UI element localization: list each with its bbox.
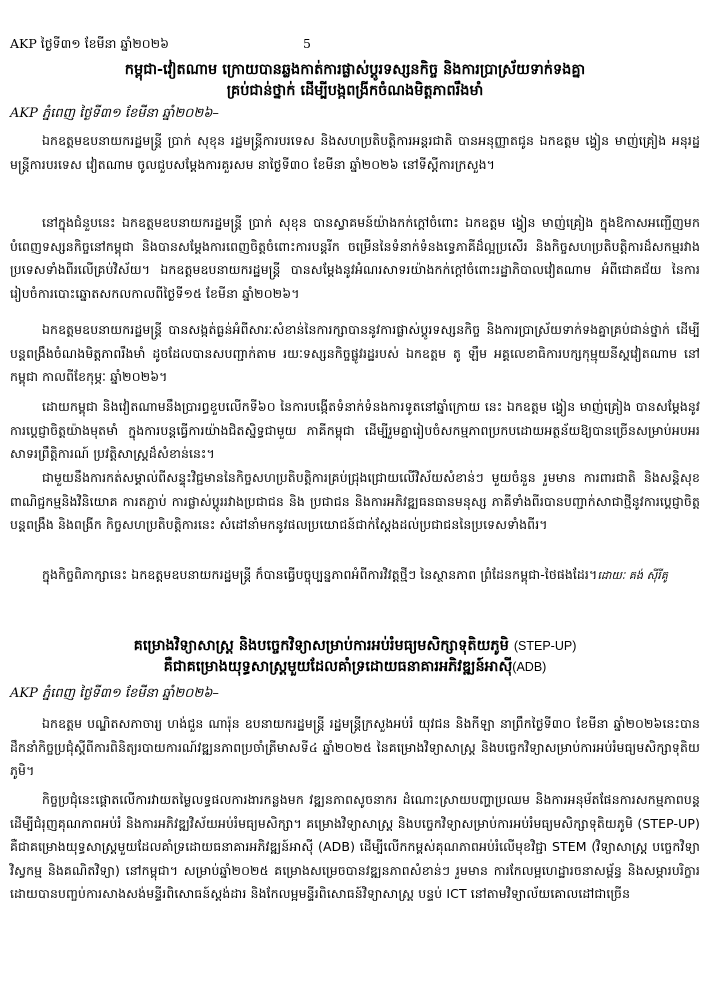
article1-title	[40, 60, 670, 102]
article1-paragraph-6	[10, 563, 700, 588]
article1-paragraph-6-text: ក្នុងកិច្ចពិភាក្សានេះ ឯកឧត្តមឧបនាយករដ្ឋមន្ត្រី ក៏បានធ្វើបច្ចុប្បន្នភាពអំពីការវិវត្តថ្មីៗ នៃស្ថានភាព ព្រំដែនកម្ពុជា-ថៃផងដែរ។	[42, 567, 598, 582]
article2-title-abbr-adb: (ADB)	[512, 660, 547, 674]
article1-title-line1: កម្ពុជា-វៀតណាម ក្រោយបានឆ្លងកាត់ការផ្លាស់ប្តូរទស្សនកិច្ច និងការប្រាស្រ័យទាក់ទងគ្នា	[124, 62, 586, 78]
article2-dateline: AKP ភ្នំពេញ ថ្ងៃទី៣១ ខែមីនា ឆ្នាំ២០២៦–	[10, 686, 219, 701]
article1-dateline: AKP ភ្នំពេញ ថ្ងៃទី៣១ ខែមីនា ឆ្នាំ២០២៦–	[10, 106, 219, 121]
header-publication-date: AKP ថ្ងៃទី៣១ ខែមីនា ឆ្នាំ២០២៦	[10, 36, 169, 51]
article2-paragraph-1: ឯកឧត្តម បណ្ឌិតសភាចារ្យ ហង់ជួន ណារ៉ុន ឧបនាយករដ្ឋមន្ត្រី រដ្ឋមន្ត្រីក្រសួងអប់រំ យុវជន និងកីឡា នាព្រឹកថ្ងៃទី៣០ ខែមីនា ឆ្នាំ២០២៦នេះបានដឹកនាំកិច្ចប្រជុំស្តីពីការពិនិត្យរបាយការណ៍វឌ្ឍនភាពប្រចាំត្រីមាសទី៤ ឆ្នាំ២០២៥ នៃគម្រោងវិទ្យាសាស្ត្រ និងបច្ចេកវិទ្យាសម្រាប់ការអប់រំមធ្យមសិក្សាទុតិយភូមិ។	[10, 716, 700, 778]
article1-paragraph-1: ឯកឧត្តមឧបនាយករដ្ឋមន្ត្រី ប្រាក់ សុខុន រដ្ឋមន្ត្រីការបរទេស និងសហប្រតិបត្តិការអន្តរជាតិ បានអនុញ្ញាតជូន ឯកឧត្តម ង្វៀន មាញ់គ្រៀង អនុរដ្ឋមន្ត្រីការបរទេស វៀតណាម ចូលជួបសម្តែងការគួរសម នាថ្ងៃទី៣០ ខែមីនា ឆ្នាំ២០២៦ នៅទីស្តីការក្រសួង។	[10, 133, 700, 172]
page-header	[10, 36, 700, 54]
article2-title-line2: គឺជាគម្រោងយុទ្ធសាស្ត្រមួយដែលគាំទ្រដោយធនាគារអភិវឌ្ឍន៍អាស៊ី	[163, 659, 513, 675]
article1-paragraph-3: ឯកឧត្តមឧបនាយករដ្ឋមន្ត្រី បានសង្កត់ធ្ងន់អំពីសារៈសំខាន់នៃការក្សាបាននូវការផ្លាស់ប្តូរទស្សនកិច្ច និងការប្រាស្រ័យទាក់ទងគ្នាគ្រប់ជាន់ថ្នាក់ ដើម្បីបន្តពង្រឹងចំណងមិត្តភាពរឹងមាំ ដូចដែលបានសបញ្ជាក់តាម រយៈទស្សនកិច្ចផ្លូវរដ្ឋរបស់ ឯកឧត្តម តូ ឡឹម អគ្គលេខាធិការបក្សកុម្មុយនីស្តវៀតណាម នៅកម្ពុជា កាលពីខែកុម្ភៈ ឆ្នាំ២០២៦។	[10, 322, 700, 384]
article1-paragraph-5: ជាមួយនឹងការកត់សម្គាល់ពីសន្ទុះវិជ្ជមាននៃកិច្ចសហប្រតិបត្តិការគ្រប់ជ្រុងជ្រោយលើវិស័យសំខាន់ៗ មួយចំនួន រួមមាន ការពារជាតិ និងសន្តិសុខ ពាណិជ្ជកម្មនិងវិនិយោគ ការតភ្ជាប់ ការផ្លាស់ប្តូររវាងប្រជាជន និង ប្រជាជន និងការអភិវឌ្ឍធនធានមនុស្ស ភាគីទាំងពីរបានបញ្ជាក់សាជាថ្មីនូវការប្តេជ្ញាចិត្តបន្តពង្រឹង និងពង្រីក កិច្ចសហប្រតិបត្តិការនេះ សំដៅនាំមកនូវផលប្រយោជន៍ជាក់ស្តែងដល់ប្រជាជននៃប្រទេសទាំងពីរ។	[10, 470, 700, 532]
article2-paragraph-2: កិច្ចប្រជុំនេះផ្តោតលើការវាយតម្លៃលទ្ធផលការងារកន្លងមក វឌ្ឍនភាពសូចនាករ ដំណោះស្រាយបញ្ហាប្រឈម និងការអនុម័តផែនការសកម្មភាពបន្ត ដើម្បីជំរុញគុណភាពអប់រំ និងការអភិវឌ្ឍវិស័យអប់រំមធ្យមសិក្សា។ គម្រោងវិទ្យាសាស្ត្រ និងបច្ចេកវិទ្យាសម្រាប់ការអប់រំមធ្យមសិក្សាទុតិយភូមិ (STEP-UP) គឺជាគម្រោងយុទ្ធសាស្ត្រមួយដែលគាំទ្រដោយធនាគារអភិវឌ្ឍន៍អាស៊ី (ADB) ដើម្បីលើកកម្ពស់គុណភាពអប់រំលើមុខវិជ្ជា STEM (វិទ្យាសាស្ត្រ បច្ចេកវិទ្យា វិស្វកម្ម និងគណិតវិទ្យា) នៅកម្ពុជា។ សម្រាប់ឆ្នាំ២០២៥ គម្រោងសម្រេចបានវឌ្ឍនភាពសំខាន់ៗ រួមមាន ការកែលម្អហេដ្ឋារចនាសម្ព័ន្ធ និងសម្ភារបរិក្ខារដោយបានបញ្ចប់ការសាងសង់មន្ទីរពិសោធន៍ស្តង់ដារ និងកែលម្អមន្ទីរពិសោធន៍វិទ្យាសាស្ត្រ បន្ទប់ ICT នៅតាមវិទ្យាល័យគោលដៅជាច្រើន	[10, 792, 700, 901]
page-number: 5	[303, 36, 311, 51]
article2-title-line1: គម្រោងវិទ្យាសាស្ត្រ និងបច្ចេកវិទ្យាសម្រាប់ការអប់រំមធ្យមសិក្សាទុតិយភូមិ	[133, 638, 509, 654]
article2-title	[40, 636, 670, 678]
article1-paragraph-2: នៅក្នុងជំនួបនេះ ឯកឧត្តមឧបនាយករដ្ឋមន្ត្រី ប្រាក់ សុខុន បានស្វាគមន៍យ៉ាងកក់ក្តៅចំពោះ ឯកឧត្តម ង្វៀន មាញ់គ្រៀង ក្នុងឱកាសអញ្ជើញមកបំពេញទស្សនកិច្ចនៅកម្ពុជា និងបានសម្តែងការពេញចិត្តចំពោះការបន្តរីក ចម្រើននៃទំនាក់ទំនងទ្វេភាគីដ៏ល្អប្រសើរ និងកិច្ចសហប្រតិបត្តិការដ៏សកម្មរវាងប្រទេសទាំងពីរលើគ្រប់វិស័យ។ ឯកឧត្តមឧបនាយករដ្ឋមន្ត្រី បានសម្តែងនូវអំណរសាទរយ៉ាងកក់ក្តៅចំពោះរដ្ឋាភិបាលវៀតណាម អំពីជោគជ័យ នៃការរៀបចំការបោះឆ្នោតសកលកាលពីថ្ងៃទី១៥ ខែមីនា ឆ្នាំ២០២៦។	[10, 215, 700, 301]
article1-byline: ដោយៈ គង់ ស៊ីរីគូ	[597, 569, 668, 582]
article1-paragraph-4: ដោយកម្ពុជា និងវៀតណាមនឹងប្រារព្ធខួបលើកទី៦០ នៃការបង្កើតទំនាក់ទំនងការទូតនៅឆ្នាំក្រោយ នេះ ឯកឧត្តម ង្វៀន មាញ់គ្រៀង បានសម្តែងនូវការប្តេជ្ញាចិត្តយ៉ាងមុតមាំ ក្នុងការបន្តធ្វើការយ៉ាងជិតស្និទ្ធជាមួយ ភាគីកម្ពុជា ដើម្បីរួមគ្នារៀបចំសកម្មភាពប្រកបដោយអត្ថន័យឱ្យបានច្រើនសម្រាប់អបអរសាទរព្រឹត្តិការណ៍ ប្រវត្តិសាស្ត្រដ៏សំខាន់នេះ។	[10, 399, 700, 461]
article2-title-abbr-stepup: (STEP-UP)	[513, 639, 577, 653]
article1-title-line2: គ្រប់ជាន់ថ្នាក់ ដើម្បីបង្កពង្រីកចំណងមិត្តភាពរឹងមាំ	[226, 83, 484, 99]
